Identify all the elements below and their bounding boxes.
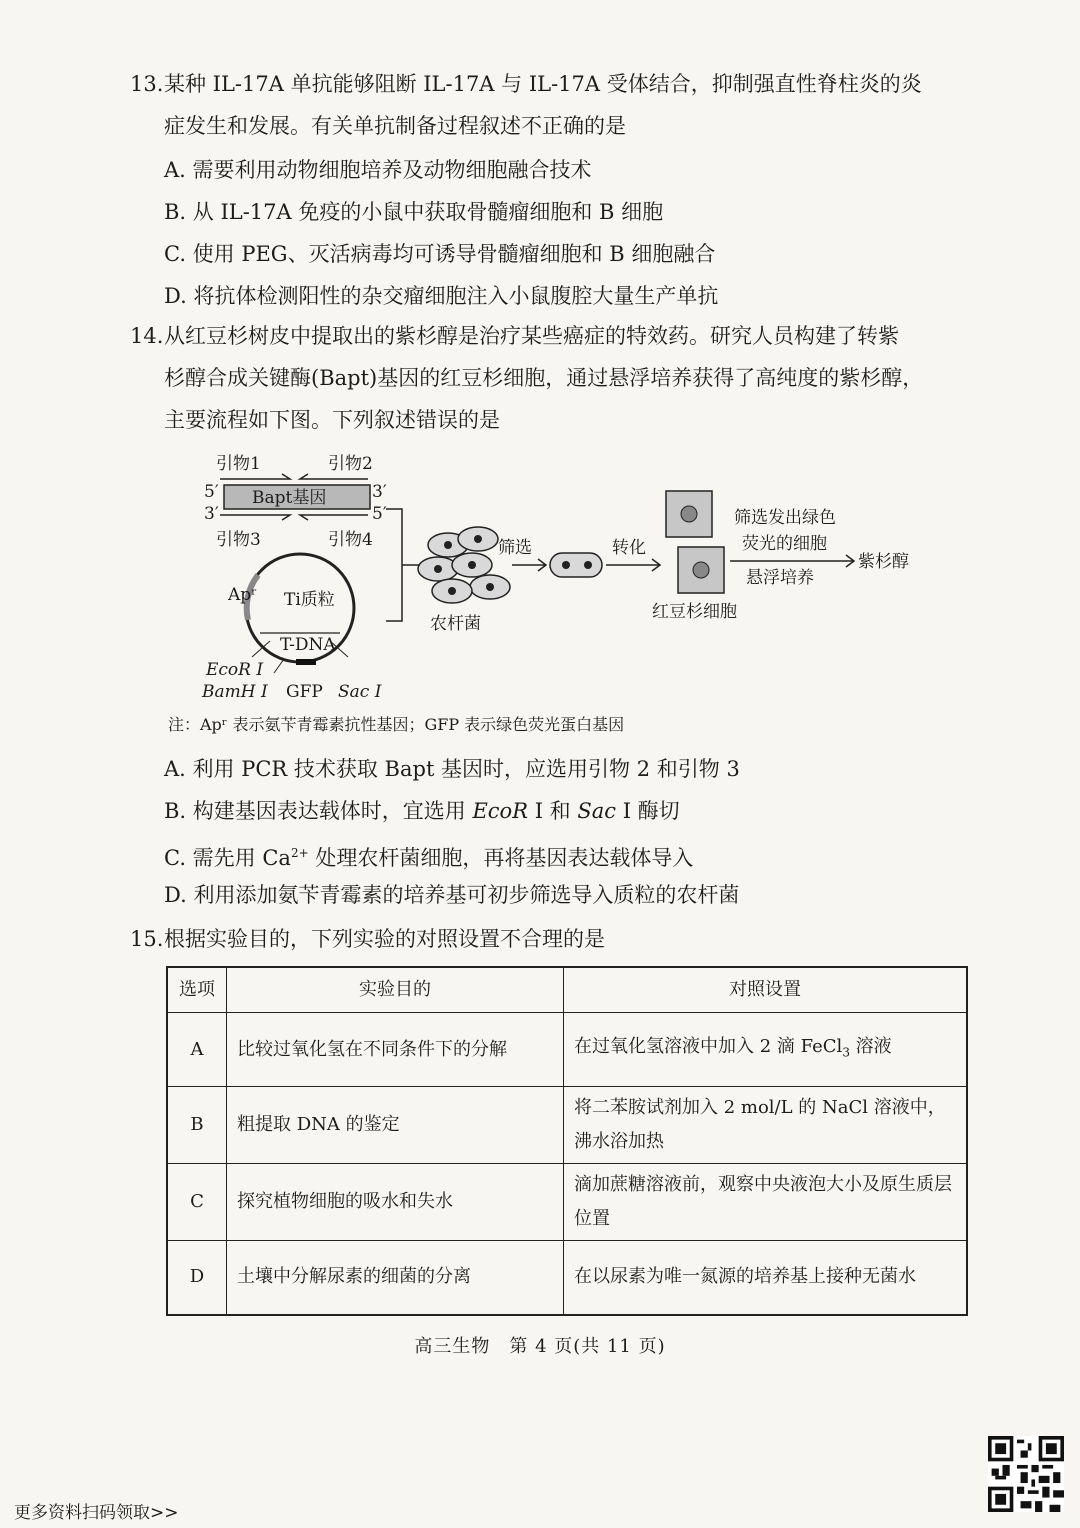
row-option: C [167, 1164, 227, 1241]
primer1-label: 引物1 [216, 454, 261, 474]
table-header-row [167, 967, 967, 1013]
screen-label: 筛选 [498, 538, 532, 558]
more-resources-link[interactable]: 更多资料扫码领取>> [14, 1503, 179, 1523]
option-13b: B. 从 IL-17A 免疫的小鼠中获取骨髓瘤细胞和 B 细胞 [164, 200, 664, 224]
table-row [167, 1087, 967, 1164]
experiment-table [166, 966, 968, 1316]
header-purpose: 实验目的 [227, 967, 564, 1013]
ecori-label: EcoR Ⅰ [206, 660, 264, 680]
bapt-gene-label: Bapt基因 [252, 488, 327, 508]
option-14c-sup: 2+ [290, 846, 309, 860]
transform-arrow [606, 559, 660, 571]
screen-green-line2: 荧光的细胞 [742, 534, 827, 554]
flow-diagram [190, 445, 950, 710]
primer3-label: 引物3 [216, 530, 261, 550]
bamhi-label: BamH Ⅰ [202, 682, 268, 702]
question-number: 15. [130, 927, 164, 951]
suspension-label: 悬浮培养 [746, 568, 814, 588]
option-14c-pre: C. 需先用 Ca [164, 846, 291, 870]
screen-green-line1: 筛选发出绿色 [734, 508, 836, 528]
merge-bracket [386, 509, 422, 621]
five-prime-left: 5′ [204, 482, 219, 502]
row-purpose: 土壤中分解尿素的细菌的分离 [227, 1241, 564, 1315]
agro-cluster [418, 527, 510, 603]
row-control: 将二苯胺试剂加入 2 mol/L 的 NaCl 溶液中，沸水浴加热 [564, 1087, 968, 1164]
suspension-arrow [730, 555, 854, 567]
option-14b-pre: B. 构建基因表达载体时，宜选用 [164, 799, 473, 823]
primer3-arrow [220, 515, 290, 520]
question-text-line3: 主要流程如下图。下列叙述错误的是 [164, 408, 500, 432]
enzyme-ecori: EcoR [472, 799, 529, 823]
table-row [167, 1164, 967, 1241]
primer4-label: 引物4 [328, 530, 373, 550]
tdna-label: T-DNA [280, 635, 336, 655]
question-13-stem [130, 63, 922, 147]
five-prime-right: 5′ [372, 504, 387, 524]
header-control: 对照设置 [564, 967, 968, 1013]
three-prime-left: 3′ [204, 504, 219, 524]
row-option: D [167, 1241, 227, 1315]
question-15-stem [130, 918, 605, 960]
yew-cell-label: 红豆杉细胞 [652, 602, 737, 622]
enzyme-saci: Sac [577, 799, 617, 823]
taxol-label: 紫杉醇 [858, 552, 909, 572]
option-14d: D. 利用添加氨苄青霉素的培养基可初步筛选导入质粒的农杆菌 [164, 883, 740, 907]
question-text-line2: 杉醇合成关键酶(Bapt)基因的红豆杉细胞，通过悬浮培养获得了高纯度的紫杉醇， [164, 366, 924, 390]
primer2-arrow [300, 474, 368, 479]
saci-label: Sac Ⅰ [338, 682, 382, 702]
option-14a: A. 利用 PCR 技术获取 Bapt 基因时，应选用引物 2 和引物 3 [164, 757, 740, 781]
option-14c-post: 处理农杆菌细胞，再将基因表达载体导入 [308, 846, 694, 870]
control-sub: 3 [842, 1045, 850, 1060]
option-13c: C. 使用 PEG、灭活病毒均可诱导骨髓瘤细胞和 B 细胞融合 [164, 242, 716, 266]
transform-label: 转化 [612, 538, 646, 558]
agro-label: 农杆菌 [430, 614, 481, 634]
row-option: A [167, 1013, 227, 1087]
primer4-arrow [300, 515, 368, 520]
three-prime-right: 3′ [372, 482, 387, 502]
row-purpose: 比较过氧化氢在不同条件下的分解 [227, 1013, 564, 1087]
control-post: 溶液 [849, 1035, 892, 1057]
option-14c [164, 832, 693, 879]
question-text-line1: 某种 IL-17A 单抗能够阻断 IL-17A 与 IL-17A 受体结合，抑制强直性脊柱炎的炎 [164, 72, 922, 96]
control-text: 在过氧化氢溶液中加入 2 滴 FeCl [574, 1035, 843, 1057]
option-14b-mid: Ⅰ 和 [528, 799, 578, 823]
primer2-label: 引物2 [328, 454, 373, 474]
row-control [564, 1013, 968, 1087]
question-text: 根据实验目的，下列实验的对照设置不合理的是 [164, 927, 605, 951]
plasmid-label: Ti质粒 [284, 590, 335, 610]
option-13d: D. 将抗体检测阳性的杂交瘤细胞注入小鼠腹腔大量生产单抗 [164, 284, 719, 308]
screen-arrow [512, 559, 546, 571]
question-text-line2: 症发生和发展。有关单抗制备过程叙述不正确的是 [164, 114, 626, 138]
row-control: 在以尿素为唯一氮源的培养基上接种无菌水 [564, 1241, 968, 1315]
question-text-line1: 从红豆杉树皮中提取出的紫杉醇是治疗某些癌症的特效药。研究人员构建了转紫 [164, 324, 899, 348]
row-purpose: 粗提取 DNA 的鉴定 [227, 1087, 564, 1164]
question-number: 14. [130, 324, 164, 348]
option-13a: A. 需要利用动物细胞培养及动物细胞融合技术 [164, 158, 592, 182]
table-row [167, 1013, 967, 1087]
row-option: B [167, 1087, 227, 1164]
row-purpose: 探究植物细胞的吸水和失水 [227, 1164, 564, 1241]
gfp-label: GFP [286, 682, 323, 702]
table-row [167, 1241, 967, 1315]
qr-code-icon[interactable] [988, 1436, 1064, 1512]
question-number: 13. [130, 72, 164, 96]
bamhi-mark [274, 659, 284, 673]
page-footer: 高三生物 第 4 页(共 11 页) [414, 1336, 666, 1357]
option-14b [164, 790, 680, 832]
header-option: 选项 [167, 967, 227, 1013]
question-14-stem [130, 315, 923, 441]
row-control: 滴加蔗糖溶液前，观察中央液泡大小及原生质层位置 [564, 1164, 968, 1241]
apr-label: Apʳ [228, 585, 258, 605]
option-14b-post: Ⅰ 酶切 [616, 799, 680, 823]
diagram-note: 注：Apʳ 表示氨苄青霉素抗性基因；GFP 表示绿色荧光蛋白基因 [168, 715, 625, 734]
selected-agro [550, 553, 602, 577]
primer1-arrow [220, 474, 290, 479]
